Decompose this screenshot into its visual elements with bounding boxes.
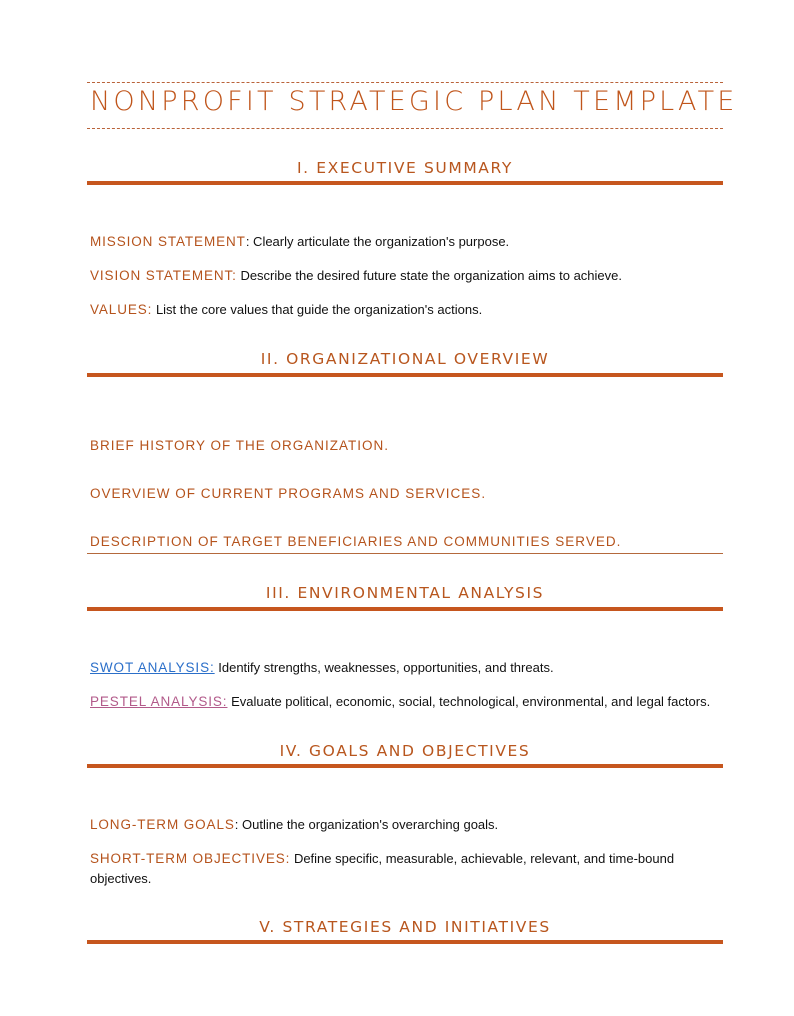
section-heading-environmental-analysis: III. ENVIRONMENTAL ANALYSIS <box>265 584 545 602</box>
mission-statement-label: MISSION STATEMENT <box>90 234 246 249</box>
title-bottom-rule <box>87 128 723 129</box>
vision-statement-label: VISION STATEMENT: <box>90 268 237 283</box>
vision-statement-line <box>90 266 730 286</box>
mission-statement-sep: : <box>245 234 250 249</box>
section-rule <box>87 607 723 611</box>
overview-item-programs: OVERVIEW OF CURRENT PROGRAMS AND SERVICES. <box>90 486 487 501</box>
overview-item-history: BRIEF HISTORY OF THE ORGANIZATION. <box>90 438 390 453</box>
short-term-objectives-label: SHORT-TERM OBJECTIVES: <box>90 851 291 866</box>
values-text: List the core values that guide the organization's actions. <box>152 302 483 317</box>
section-rule <box>87 940 723 944</box>
vision-statement-text: Describe the desired future state the organization aims to achieve. <box>236 268 622 283</box>
section-heading-organizational-overview: II. ORGANIZATIONAL OVERVIEW <box>260 350 550 368</box>
values-line <box>90 300 730 320</box>
short-term-objectives-line <box>90 849 690 889</box>
pestel-text: Evaluate political, economic, social, technological, environmental, and legal factors. <box>227 694 711 709</box>
long-term-goals-label: LONG-TERM GOALS <box>90 817 235 832</box>
long-term-goals-sep: : <box>234 817 239 832</box>
mission-statement-text: Clearly articulate the organization's purpose. <box>249 234 510 249</box>
long-term-goals-text: Outline the organization's overarching goals. <box>238 817 499 832</box>
overview-bottom-rule <box>87 553 723 554</box>
section-heading-executive-summary: I. EXECUTIVE SUMMARY <box>297 159 513 177</box>
values-label: VALUES: <box>90 302 153 317</box>
section-rule <box>87 373 723 377</box>
document-title: NONPROFIT STRATEGIC PLAN TEMPLATE <box>90 86 738 117</box>
short-term-objectives-text: Define specific, measurable, achievable, relevant, and time-bound objectives. <box>90 851 675 886</box>
section-heading-strategies-initiatives: V. STRATEGIES AND INITIATIVES <box>259 918 551 936</box>
section-rule <box>87 181 723 185</box>
swot-text: Identify strengths, weaknesses, opportunities, and threats. <box>214 660 554 675</box>
swot-line <box>90 658 730 678</box>
title-top-rule <box>87 82 723 83</box>
long-term-goals-line <box>90 815 730 835</box>
section-heading-goals-objectives: IV. GOALS AND OBJECTIVES <box>279 742 531 760</box>
pestel-analysis-link[interactable]: PESTEL ANALYSIS: <box>90 694 228 709</box>
pestel-line <box>90 692 730 712</box>
mission-statement-line <box>90 232 730 252</box>
swot-analysis-link[interactable]: SWOT ANALYSIS: <box>90 660 215 675</box>
section-rule <box>87 764 723 768</box>
overview-item-beneficiaries: DESCRIPTION OF TARGET BENEFICIARIES AND COMMUNITIES SERVED. <box>90 534 622 549</box>
